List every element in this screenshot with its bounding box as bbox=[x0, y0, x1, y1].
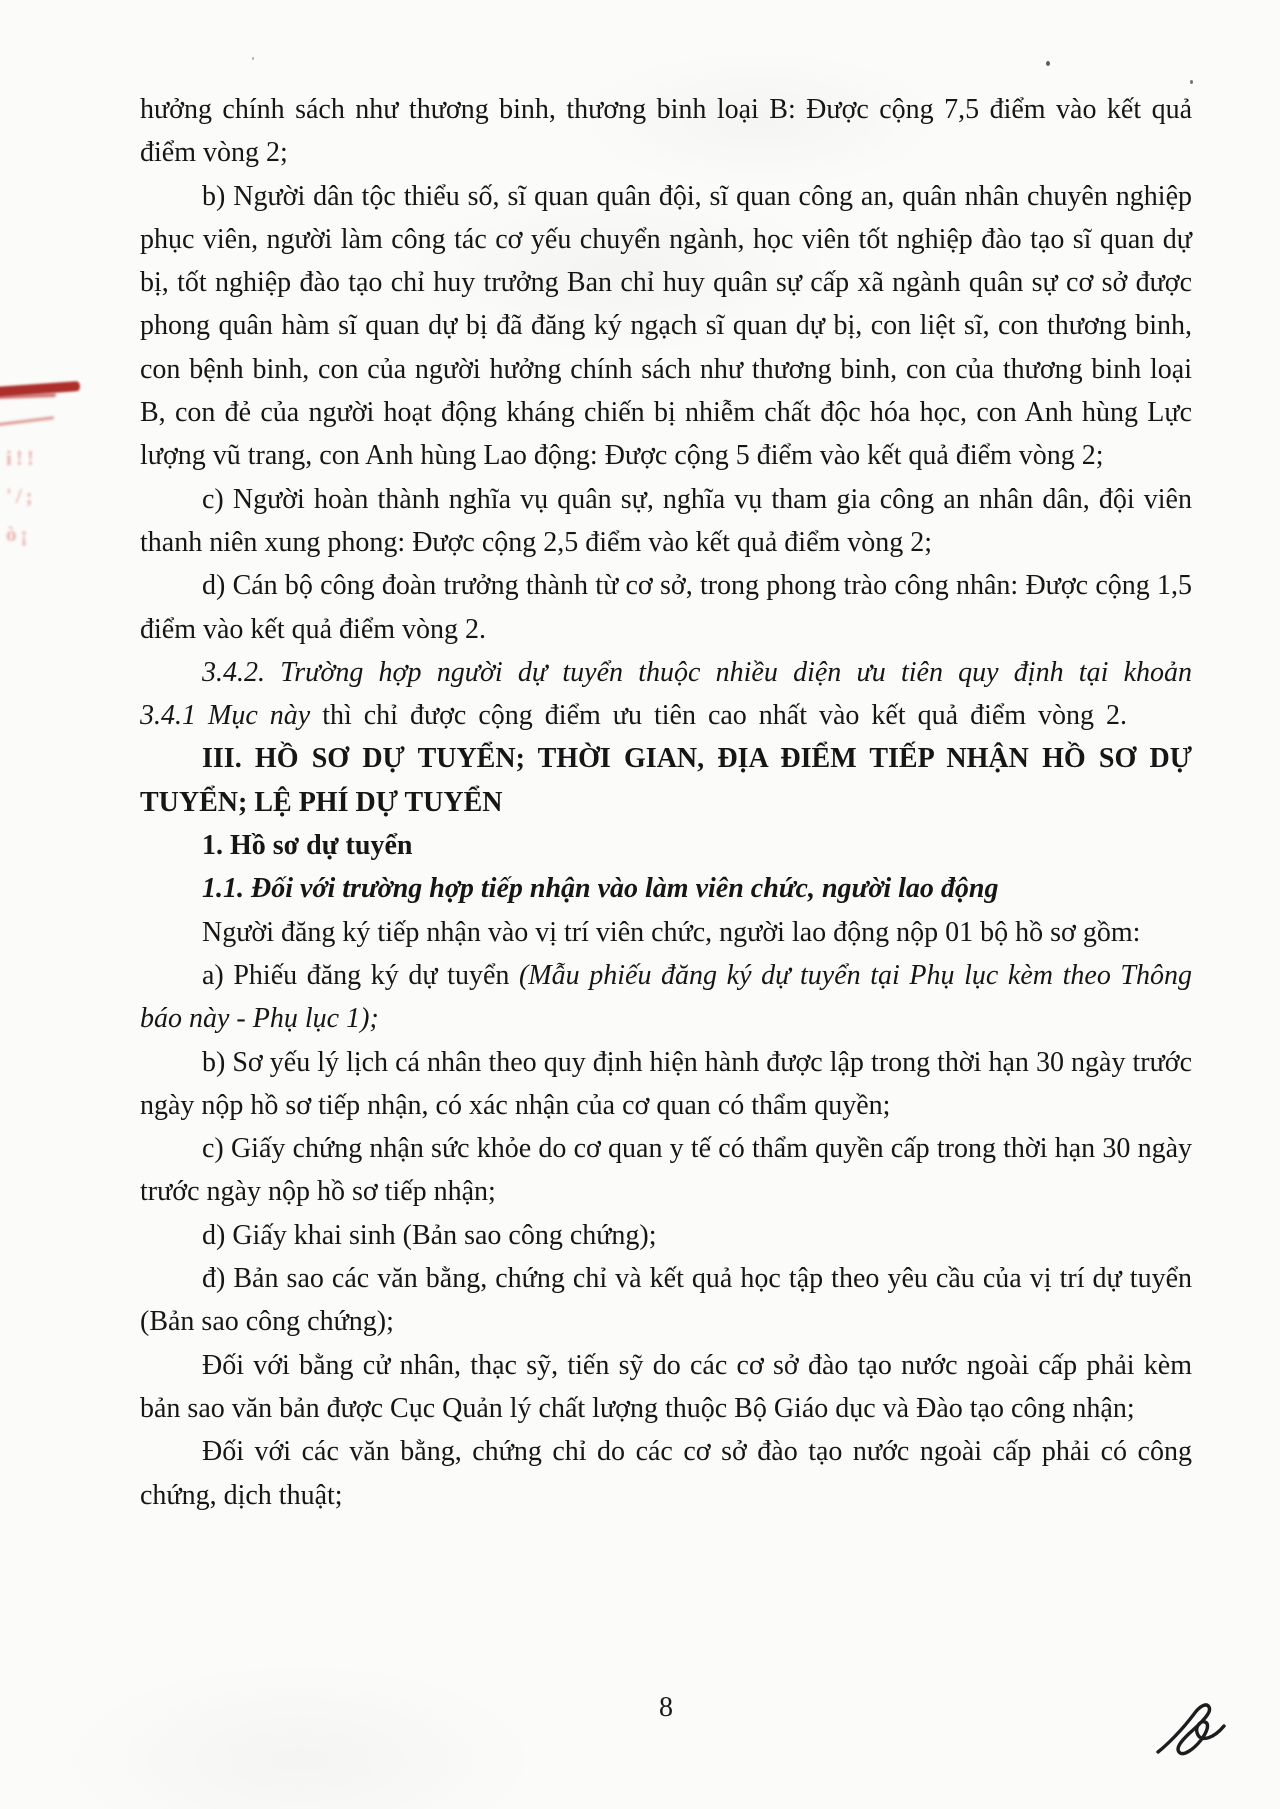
paragraph bbox=[140, 1041, 1192, 1128]
scan-speck bbox=[1046, 61, 1050, 66]
paragraph bbox=[140, 1430, 1192, 1517]
stamp-bleed-fragment: i!! bbox=[6, 446, 38, 470]
paragraph bbox=[140, 175, 1192, 478]
scan-speck bbox=[252, 57, 254, 60]
paragraph bbox=[140, 954, 1192, 1041]
page-number: 8 bbox=[659, 1692, 673, 1723]
stamp-bleed-fragment: ò¡ bbox=[6, 522, 32, 546]
text-run: c) Người hoàn thành nghĩa vụ quân sự, nghĩa vụ tham gia công an nhân dân, đội viên thanh niên xung phong: Được cộng 2,5 điểm vào kết quả điểm vòng 2; bbox=[140, 483, 1192, 558]
text-run: d) Giấy khai sinh (Bản sao công chứng); bbox=[202, 1219, 657, 1251]
text-run: Đối với các văn bằng, chứng chỉ do các cơ sở đào tạo nước ngoài cấp phải có công chứng, dịch thuật; bbox=[140, 1436, 1192, 1511]
text-run: III. HỒ SƠ DỰ TUYỂN; THỜI GIAN, ĐỊA ĐIỂM TIẾP NHẬN HỒ SƠ DỰ TUYỂN; LỆ PHÍ DỰ TUYỂN bbox=[140, 743, 1192, 818]
text-run: Đối với bằng cử nhân, thạc sỹ, tiến sỹ do các cơ sở đào tạo nước ngoài cấp phải kèm bản sao văn bản được Cục Quản lý chất lượng thuộc Bộ Giáo dục và Đào tạo công nhận; bbox=[140, 1349, 1192, 1424]
stamp-bleed-fragment: '/; bbox=[6, 484, 37, 508]
paragraph bbox=[140, 564, 1192, 651]
text-run: d) Cán bộ công đoàn trưởng thành từ cơ sở, trong phong trào công nhân: Được cộng 1,5 điểm vào kết quả điểm vòng 2. bbox=[140, 570, 1192, 645]
red-scribble-mark-2 bbox=[0, 393, 56, 399]
paragraph bbox=[140, 911, 1192, 954]
paragraph bbox=[140, 867, 1192, 910]
text-run: hưởng chính sách như thương binh, thương binh loại B: Được cộng 7,5 điểm vào kết quả điểm vòng 2; bbox=[140, 94, 1192, 169]
text-run: Người đăng ký tiếp nhận vào vị trí viên chức, người lao động nộp 01 bộ hồ sơ gồm: bbox=[202, 916, 1141, 948]
text-run: 1. Hồ sơ dự tuyển bbox=[202, 830, 413, 862]
signature-icon bbox=[1148, 1694, 1248, 1774]
text-run: b) Người dân tộc thiểu số, sĩ quan quân đội, sĩ quan công an, quân nhân chuyên nghiệp phục viên, người làm công tác cơ yếu chuyển ngành, học viên tốt nghiệp đào tạo sĩ quan dự bị, tốt nghiệp đào tạo chỉ huy trưởng Ban chỉ huy quân sự cấp xã ngành quân sự cơ sở được phong quân hàm sĩ quan dự bị đã đăng ký ngạch sĩ quan dự bị, con liệt sĩ, con thương binh, con bệnh binh, con của người hưởng chính sách như thương binh, con của thương binh loại B, con đẻ của người hoạt động kháng chiến bị nhiễm chất độc hóa học, con Anh hùng Lực lượng vũ trang, con Anh hùng Lao động: Được cộng 5 điểm vào kết quả điểm vòng 2; bbox=[140, 180, 1192, 472]
paragraph bbox=[140, 1344, 1192, 1431]
signature-mark bbox=[1148, 1694, 1248, 1774]
paragraph bbox=[140, 651, 1192, 738]
text-run: thì chỉ được cộng điểm ưu tiên cao nhất vào kết quả điểm vòng 2. bbox=[322, 700, 1128, 732]
document-body bbox=[140, 88, 1192, 1517]
paragraph bbox=[140, 1127, 1192, 1214]
paragraph bbox=[140, 478, 1192, 565]
text-run: (Mẫu phiếu đăng ký dự tuyển tại Phụ lục kèm theo Thông báo này - Phụ lục 1); bbox=[140, 959, 1192, 1035]
paragraph bbox=[140, 1257, 1192, 1344]
paragraph bbox=[140, 737, 1192, 824]
paragraph bbox=[140, 88, 1192, 175]
text-run: a) Phiếu đăng ký dự tuyển bbox=[202, 959, 519, 991]
scan-speck bbox=[1190, 80, 1193, 84]
text-run: b) Sơ yếu lý lịch cá nhân theo quy định hiện hành được lập trong thời hạn 30 ngày trước ngày nộp hồ sơ tiếp nhận, có xác nhận của cơ quan có thẩm quyền; bbox=[140, 1046, 1192, 1121]
red-line-mark bbox=[0, 416, 54, 427]
paragraph bbox=[140, 1214, 1192, 1257]
text-run: 3.4.2. Trường hợp người dự tuyển thuộc nhiều diện ưu tiên quy định tại khoản 3.4.1 Mục này bbox=[140, 656, 1192, 732]
text-run: c) Giấy chứng nhận sức khỏe do cơ quan y tế có thẩm quyền cấp trong thời hạn 30 ngày trước ngày nộp hồ sơ tiếp nhận; bbox=[140, 1133, 1192, 1208]
paragraph bbox=[140, 824, 1192, 867]
text-run: 1.1. Đối với trường hợp tiếp nhận vào làm viên chức, người lao động bbox=[202, 873, 999, 905]
text-run: đ) Bản sao các văn bằng, chứng chỉ và kết quả học tập theo yêu cầu của vị trí dự tuyển (Bản sao công chứng); bbox=[140, 1263, 1192, 1338]
